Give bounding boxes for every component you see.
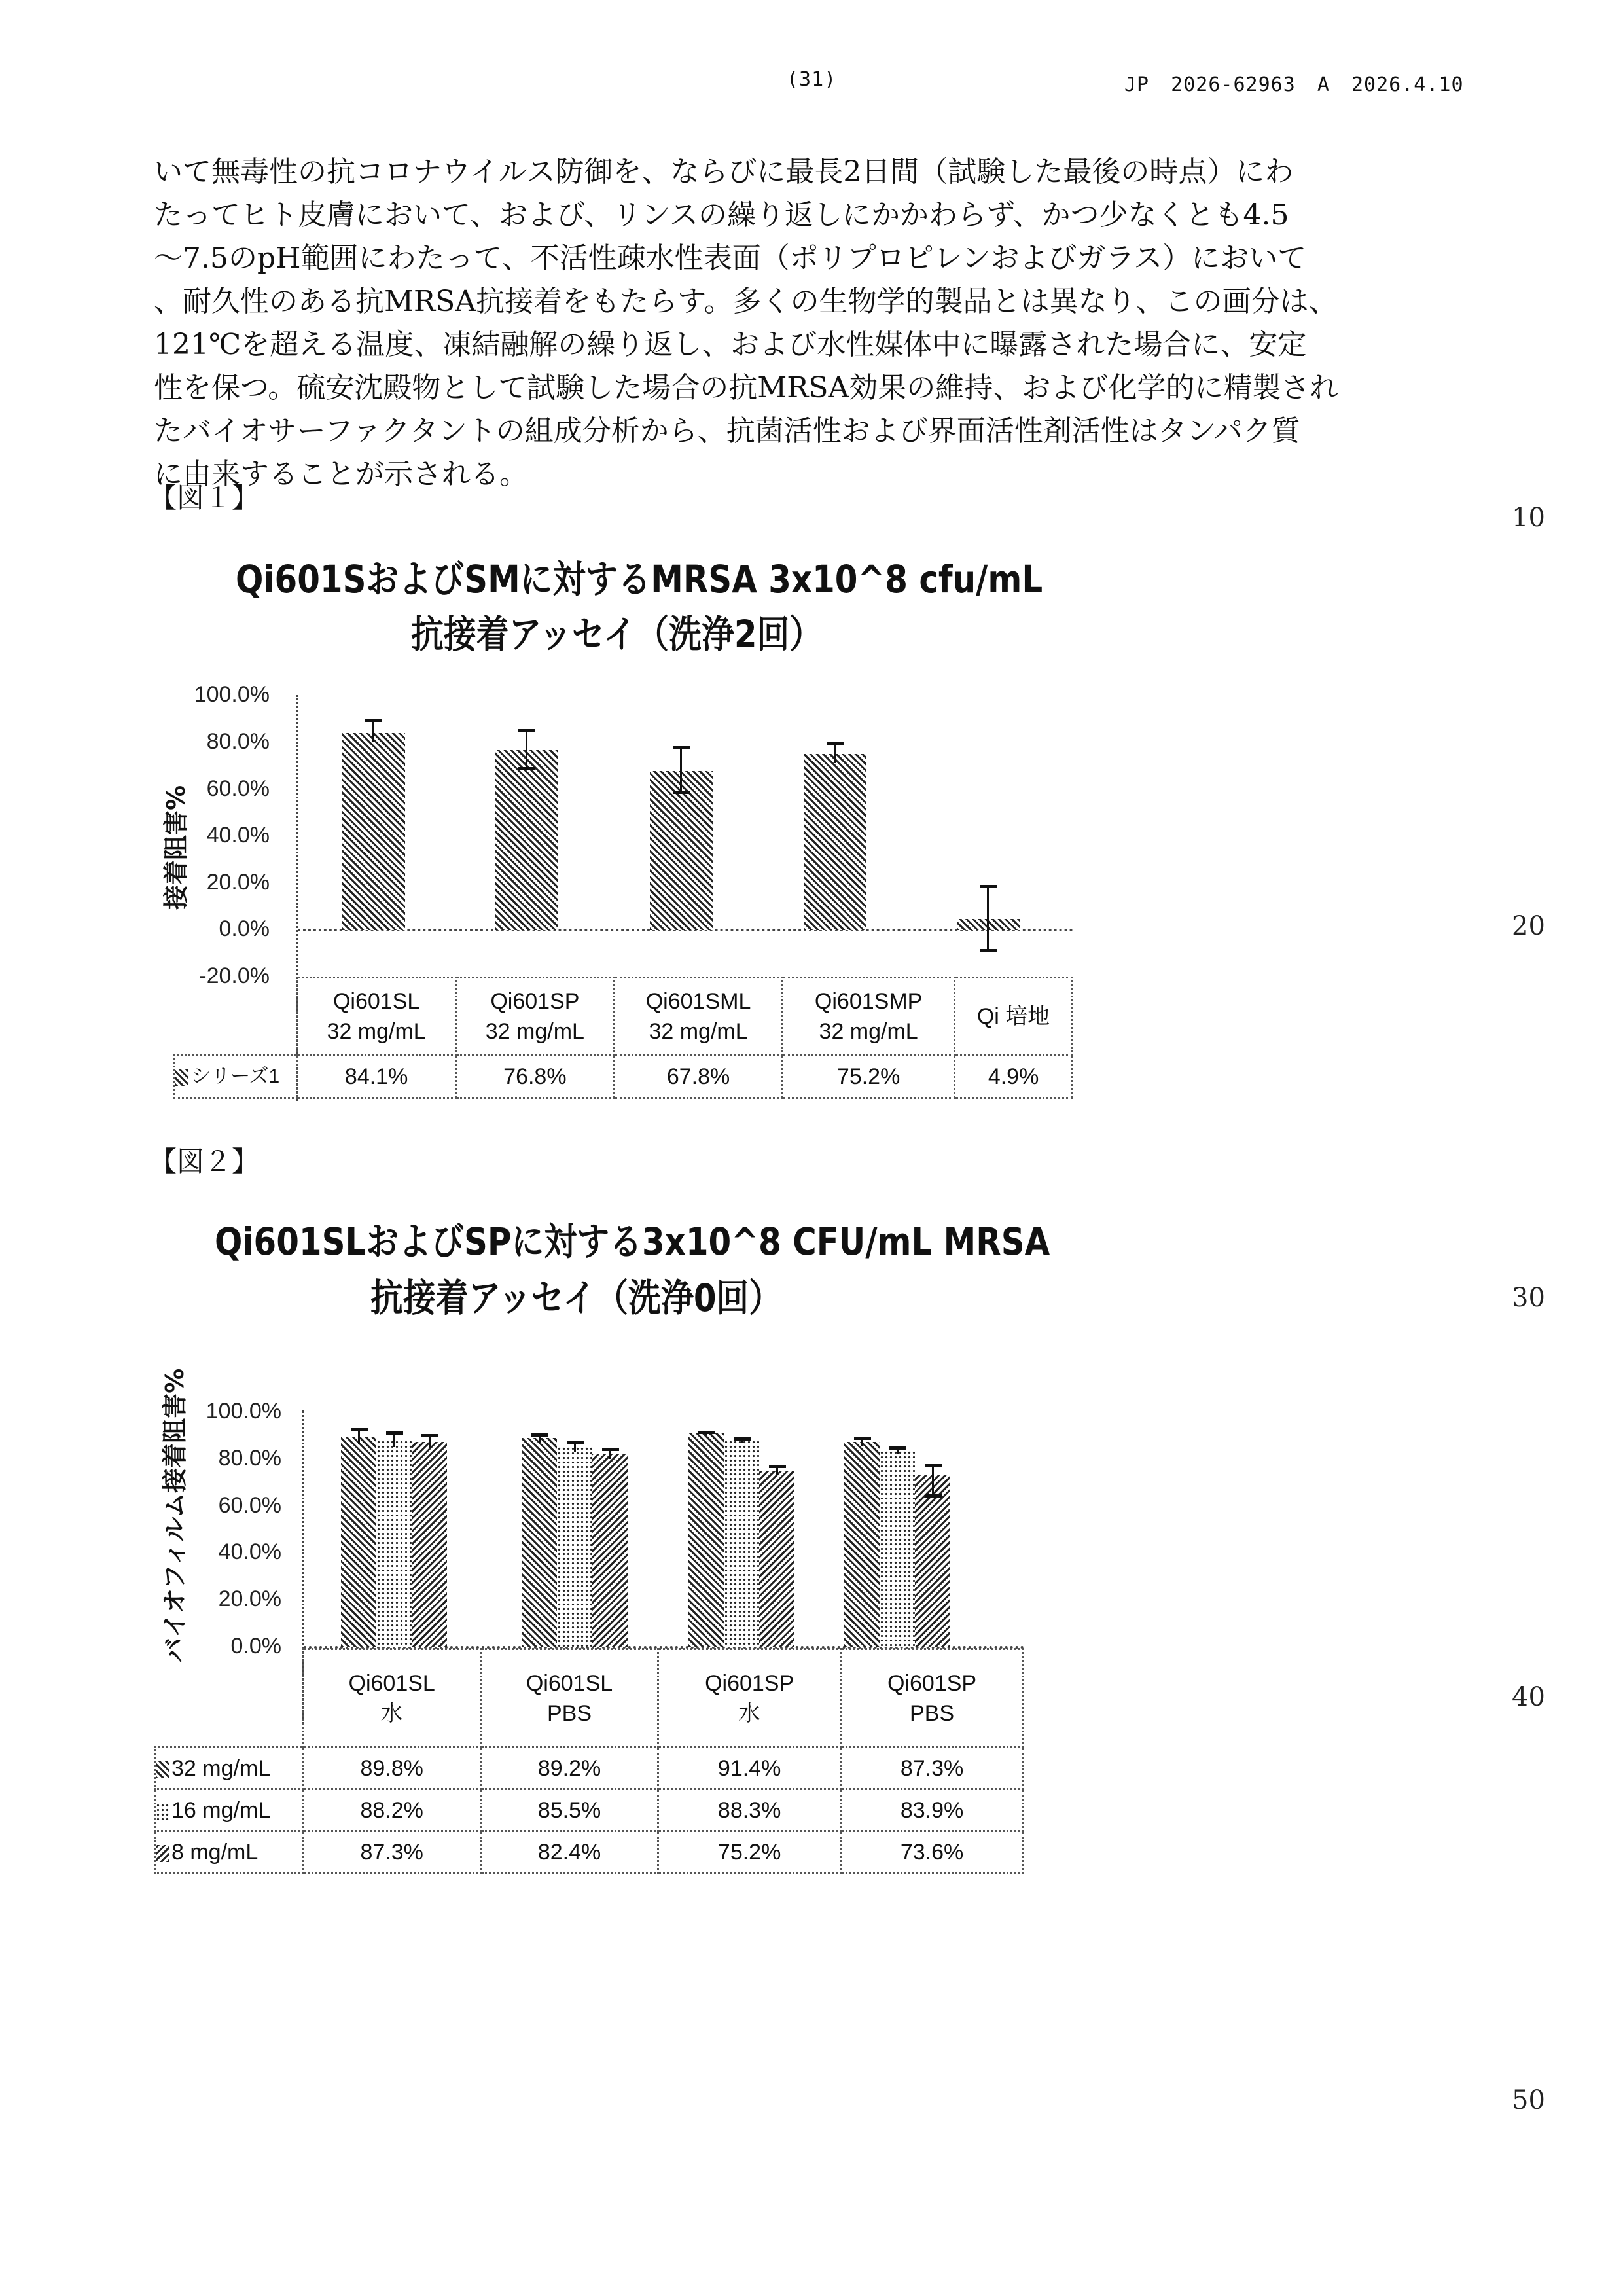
line-number: 40 xyxy=(1512,1682,1545,1712)
figure-2-bar-32 xyxy=(522,1438,557,1647)
figure-2-bar-32 xyxy=(688,1433,724,1647)
text-line: ～7.5のpH範囲にわたって、不活性疎水性表面（ポリプロピレンおよびガラス）において xyxy=(154,242,1307,275)
y-tick: 20.0% xyxy=(218,1587,281,1611)
error-bar xyxy=(372,720,374,742)
figure-2-bar-8 xyxy=(915,1475,950,1647)
error-bar-cap xyxy=(925,1464,942,1467)
y-tick: 0.0% xyxy=(219,916,270,941)
figure-2-bar-16 xyxy=(724,1440,759,1647)
figure-2-bar-8 xyxy=(759,1471,794,1647)
figure-2-bar-32 xyxy=(341,1437,376,1647)
y-tick: 40.0% xyxy=(206,823,270,848)
line-number: 10 xyxy=(1512,503,1545,533)
y-tick: 80.0% xyxy=(218,1446,281,1471)
error-bar-cap xyxy=(854,1437,871,1440)
error-bar xyxy=(526,731,527,769)
table-cell: 82.4% xyxy=(480,1831,658,1873)
table-cell: 88.3% xyxy=(658,1789,841,1831)
table-corner xyxy=(175,978,298,1055)
figure-1-title-line2: 抗接着アッセイ（洗浄2回） xyxy=(411,612,823,656)
table-cell: 73.6% xyxy=(841,1831,1024,1873)
figure-2-label: 【図２】 xyxy=(149,1145,260,1177)
figure-2-bar-8 xyxy=(412,1442,447,1647)
table-cell: 88.2% xyxy=(303,1789,480,1831)
error-bar-cap xyxy=(889,1446,906,1450)
figure-1-data-table xyxy=(173,977,1073,1099)
legend-swatch-icon xyxy=(156,1761,169,1778)
line-number: 50 xyxy=(1512,2085,1545,2115)
error-bar xyxy=(429,1435,431,1448)
text-line: たってヒト皮膚において、および、リンスの繰り返しにかかわらず、かつ少なくとも4.5 xyxy=(154,198,1289,232)
error-bar xyxy=(987,886,989,950)
error-bar-cap xyxy=(518,767,535,770)
error-bar-cap xyxy=(827,742,844,745)
figure-2-data-table xyxy=(154,1648,1024,1874)
table-cell: 67.8% xyxy=(615,1055,783,1098)
table-cell: 91.4% xyxy=(658,1748,841,1789)
category-header: Qi601SL PBS xyxy=(480,1649,658,1748)
figure-1-bar xyxy=(650,771,713,930)
error-bar xyxy=(358,1429,360,1444)
table-cell: 4.9% xyxy=(955,1055,1073,1098)
error-bar xyxy=(932,1465,934,1496)
legend-entry: 8 mg/mL xyxy=(155,1831,304,1873)
error-bar-cap xyxy=(698,1431,715,1434)
category-header: Qi601SL 32 mg/mL xyxy=(297,978,455,1055)
figure-2-bar-8 xyxy=(592,1454,628,1647)
error-bar-cap xyxy=(531,1433,548,1437)
figure-2-bar-16 xyxy=(557,1446,592,1647)
error-bar xyxy=(680,748,682,793)
table-cell: 87.3% xyxy=(303,1831,480,1873)
legend-swatch-icon xyxy=(175,1069,188,1086)
text-line: 性を保つ。硫安沈殿物として試験した場合の抗MRSA効果の維持、および化学的に精製され xyxy=(154,371,1339,404)
category-header: Qi601SP 32 mg/mL xyxy=(455,978,614,1055)
body-paragraph xyxy=(154,151,1495,496)
text-line: たバイオサーファクタントの組成分析から、抗菌活性および界面活性剤活性はタンパク質 xyxy=(154,414,1300,448)
y-tick: 100.0% xyxy=(194,682,270,707)
category-header: Qi601SML 32 mg/mL xyxy=(615,978,783,1055)
text-line: に由来することが示される。 xyxy=(154,457,528,491)
table-cell: 89.2% xyxy=(480,1748,658,1789)
figure-2-title-line2: 抗接着アッセイ（洗浄0回） xyxy=(370,1276,782,1320)
y-tick: 80.0% xyxy=(206,729,270,754)
table-cell: 87.3% xyxy=(841,1748,1024,1789)
line-number: 20 xyxy=(1512,911,1545,941)
error-bar-cap xyxy=(925,1494,942,1498)
error-bar-cap xyxy=(386,1431,403,1435)
figure-1-bar xyxy=(804,754,866,930)
figure-2-bar-16 xyxy=(376,1440,412,1647)
error-bar-cap xyxy=(567,1441,584,1444)
category-header: Qi601SMP 32 mg/mL xyxy=(783,978,955,1055)
y-tick: 20.0% xyxy=(206,870,270,895)
line-number: 30 xyxy=(1512,1283,1545,1313)
table-cell: 76.8% xyxy=(455,1055,614,1098)
figure-1-y-axis-label: 接着阻害% xyxy=(162,785,190,910)
y-tick: 60.0% xyxy=(206,776,270,801)
figure-2-title-line1: Qi601SLおよびSPに対する3x10^8 CFU/mL MRSA xyxy=(215,1219,1050,1264)
legend-entry: シリーズ1 xyxy=(175,1055,298,1098)
error-bar-cap xyxy=(351,1428,368,1431)
error-bar-cap xyxy=(365,719,382,722)
error-bar-cap xyxy=(673,791,690,794)
legend-swatch-icon xyxy=(156,1803,169,1820)
document-id: JP 2026-62963 A 2026.4.10 xyxy=(1124,73,1464,96)
text-line: 、耐久性のある抗MRSA抗接着をもたらす。多くの生物学的製品とは異なり、この画分は、 xyxy=(154,285,1338,318)
y-tick: -20.0% xyxy=(199,963,270,988)
y-tick: 100.0% xyxy=(205,1399,281,1424)
legend-entry: 32 mg/mL xyxy=(155,1748,304,1789)
figure-2-bar-16 xyxy=(880,1450,915,1647)
category-header: Qi601SP 水 xyxy=(658,1649,841,1748)
figure-1-title-line1: Qi601SおよびSMに対するMRSA 3x10^8 cfu/mL xyxy=(236,557,1043,601)
category-header: Qi601SP PBS xyxy=(841,1649,1024,1748)
figure-1-bar xyxy=(342,733,405,930)
error-bar-cap xyxy=(734,1437,751,1441)
error-bar xyxy=(834,744,836,763)
text-line: 121℃を超える温度、凍結融解の繰り返し、および水性媒体中に曝露された場合に、安定 xyxy=(154,328,1307,361)
table-cell: 75.2% xyxy=(658,1831,841,1873)
table-corner xyxy=(155,1649,304,1748)
error-bar-cap xyxy=(673,746,690,749)
table-cell: 75.2% xyxy=(783,1055,955,1098)
category-header: Qi 培地 xyxy=(955,978,1073,1055)
y-tick: 60.0% xyxy=(218,1493,281,1518)
category-header: Qi601SL 水 xyxy=(303,1649,480,1748)
figure-1-bar xyxy=(495,750,558,930)
y-tick: 0.0% xyxy=(230,1634,281,1659)
table-cell: 89.8% xyxy=(303,1748,480,1789)
table-cell: 83.9% xyxy=(841,1789,1024,1831)
error-bar-cap xyxy=(421,1434,438,1437)
error-bar-cap xyxy=(602,1448,619,1451)
error-bar-cap xyxy=(518,729,535,732)
legend-entry: 16 mg/mL xyxy=(155,1789,304,1831)
page-number: (31) xyxy=(787,68,837,91)
error-bar-cap xyxy=(980,949,997,952)
table-cell: 84.1% xyxy=(297,1055,455,1098)
error-bar xyxy=(393,1433,395,1447)
table-cell: 85.5% xyxy=(480,1789,658,1831)
y-tick: 40.0% xyxy=(218,1539,281,1564)
text-line: いて無毒性の抗コロナウイルス防御を、ならびに最長2日間（試験した最後の時点）にわ xyxy=(154,155,1294,188)
figure-2-y-axis-label: バイオフィルム接着阻害% xyxy=(160,1368,189,1662)
error-bar-cap xyxy=(980,885,997,888)
error-bar-cap xyxy=(769,1465,786,1468)
legend-swatch-icon xyxy=(156,1845,169,1862)
figure-2-bar-32 xyxy=(844,1442,880,1647)
figure-1-label: 【図１】 xyxy=(149,482,260,514)
